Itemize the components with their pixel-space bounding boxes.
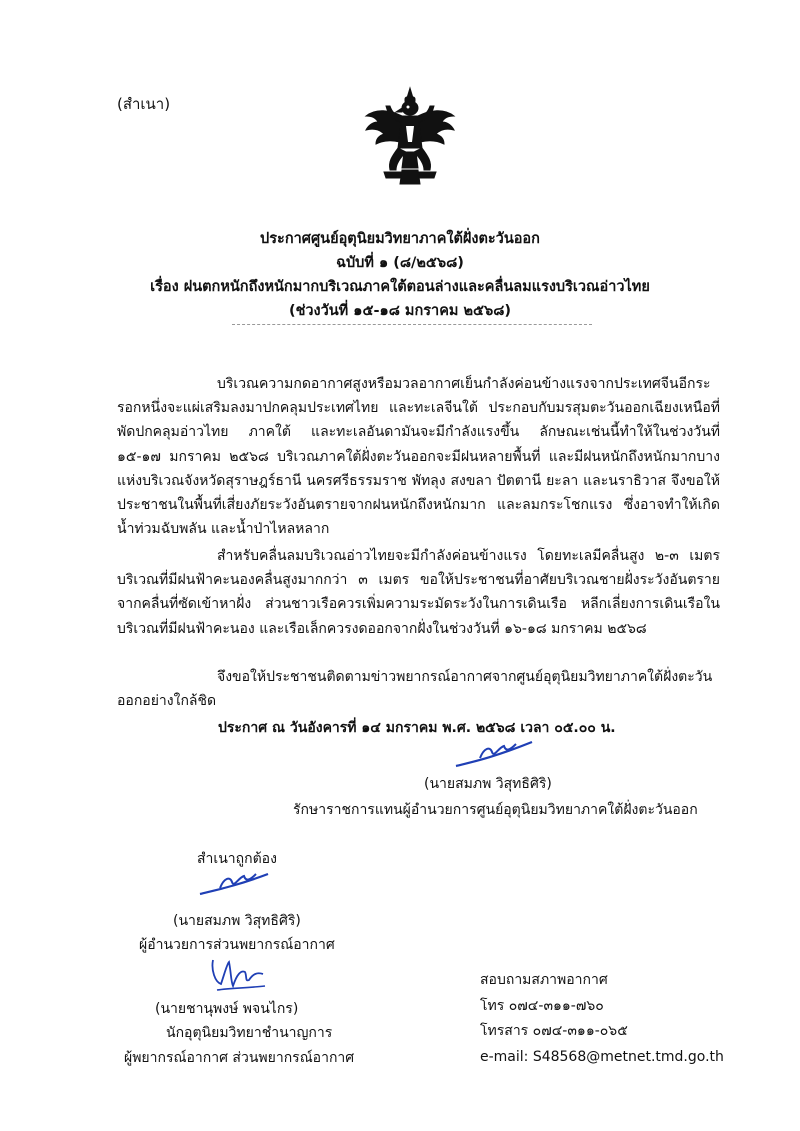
contact-phone: โทร ๐๗๔-๓๑๑-๗๖๐ [480, 997, 604, 1014]
contact-heading: สอบถามสภาพอากาศ [480, 972, 608, 988]
contact-fax: โทรสาร ๐๗๔-๓๑๑-๐๖๕ [480, 1023, 628, 1039]
paragraph-waves [117, 544, 720, 641]
title-line-2: ฉบับที่ ๑ (๘/๒๕๖๘) [336, 255, 464, 271]
signature-director-icon [452, 736, 536, 770]
signer-name: (นายสมภพ วิสุทธิศิริ) [424, 776, 552, 792]
announcement-date: ประกาศ ณ วันอังคารที่ ๑๔ มกราคม พ.ศ. ๒๕๖๘ เวลา ๐๕.๐๐ น. [218, 720, 616, 736]
contact-email[interactable]: e-mail: S48568@metnet.tmd.go.th [480, 1048, 724, 1065]
title-line-1: ประกาศศูนย์อุตุนิยมวิทยาภาคใต้ฝั่งตะวันออก [260, 231, 540, 247]
paragraph-2-text: สำหรับคลื่นลมบริเวณอ่าวไทยจะมีกำลังค่อนข้างแรง โดยทะเลมีคลื่นสูง ๒-๓ เมตร บริเวณที่มีฝนฟ้าคะนองคลื่นสูงมากกว่า ๓ เมตร ขอให้ประชาชนที่อาศัยบริเวณชายฝั่งระวังอันตรายจากคลื่นที่ซัดเข้าหาฝั่ง ส่วนชาวเรือควรเพิ่มความระมัดระวังในการเดินเรือ หลีกเลี่ยงการเดินเรือในบริเวณที่มีฝนฟ้าคะนอง และเรือเล็กควรงดออกจากฝั่งในช่วงวันที่ ๑๖-๑๘ มกราคม ๒๕๖๘ [117, 548, 720, 637]
signature-forecaster-icon [207, 952, 269, 996]
forecaster-department: ผู้พยากรณ์อากาศ ส่วนพยากรณ์อากาศ [124, 1050, 355, 1066]
paragraph-advice [117, 665, 720, 713]
document-title [0, 227, 800, 323]
garuda-emblem-icon [362, 86, 458, 186]
signer-position: รักษาราชการแทนผู้อำนวยการศูนย์อุตุนิยมวิทยาภาคใต้ฝั่งตะวันออก [293, 802, 698, 818]
certified-copy-label: สำเนาถูกต้อง [197, 851, 277, 867]
paragraph-weather [117, 372, 720, 541]
forecaster-name: (นายชานุพงษ์ พจนไกร) [155, 1001, 299, 1017]
signature-certifier-icon [196, 868, 272, 898]
separator-line [232, 324, 592, 325]
title-line-4: (ช่วงวันที่ ๑๕-๑๘ มกราคม ๒๕๖๘) [288, 303, 512, 319]
copy-mark: (สำเนา) [117, 95, 171, 113]
forecaster-position: นักอุตุนิยมวิทยาชำนาญการ [166, 1025, 333, 1041]
title-line-3: เรื่อง ฝนตกหนักถึงหนักมากบริเวณภาคใต้ตอนล่างและคลื่นลมแรงบริเวณอ่าวไทย [150, 279, 650, 295]
certifier-position: ผู้อำนวยการส่วนพยากรณ์อากาศ [139, 937, 335, 953]
paragraph-3-text: จึงขอให้ประชาชนติดตามข่าวพยากรณ์อากาศจากศูนย์อุตุนิยมวิทยาภาคใต้ฝั่งตะวันออกอย่างใกล้ชิด [117, 669, 713, 710]
certifier-name: (นายสมภพ วิสุทธิศิริ) [173, 913, 301, 929]
contact-block [480, 968, 724, 1070]
paragraph-1-text: บริเวณความกดอากาศสูงหรือมวลอากาศเย็นกำลังค่อนข้างแรงจากประเทศจีนอีกระรอกหนึ่งจะแผ่เสริมลงมาปกคลุมประเทศไทย และทะเลจีนใต้ ประกอบกับมรสุมตะวันออกเฉียงเหนือที่พัดปกคลุมอ่าวไทย ภาคใต้ และทะเลอันดามันจะมีกำลังแรงขึ้น ลักษณะเช่นนี้ทำให้ในช่วงวันที่ ๑๕-๑๗ มกราคม ๒๕๖๘ บริเวณภาคใต้ฝั่งตะวันออกจะมีฝนหลายพื้นที่ และมีฝนหนักถึงหนักมากบางแห่งบริเวณจังหวัดสุราษฎร์ธานี นครศรีธรรมราช พัทลุง สงขลา ปัตตานี ยะลา และนราธิวาส จึงขอให้ประชาชนในพื้นที่เสี่ยงภัยระวังอันตรายจากฝนหนักถึงหนักมาก และลมกระโชกแรง ซึ่งอาจทำให้เกิดน้ำท่วมฉับพลัน และน้ำป่าไหลหลาก [117, 376, 720, 538]
